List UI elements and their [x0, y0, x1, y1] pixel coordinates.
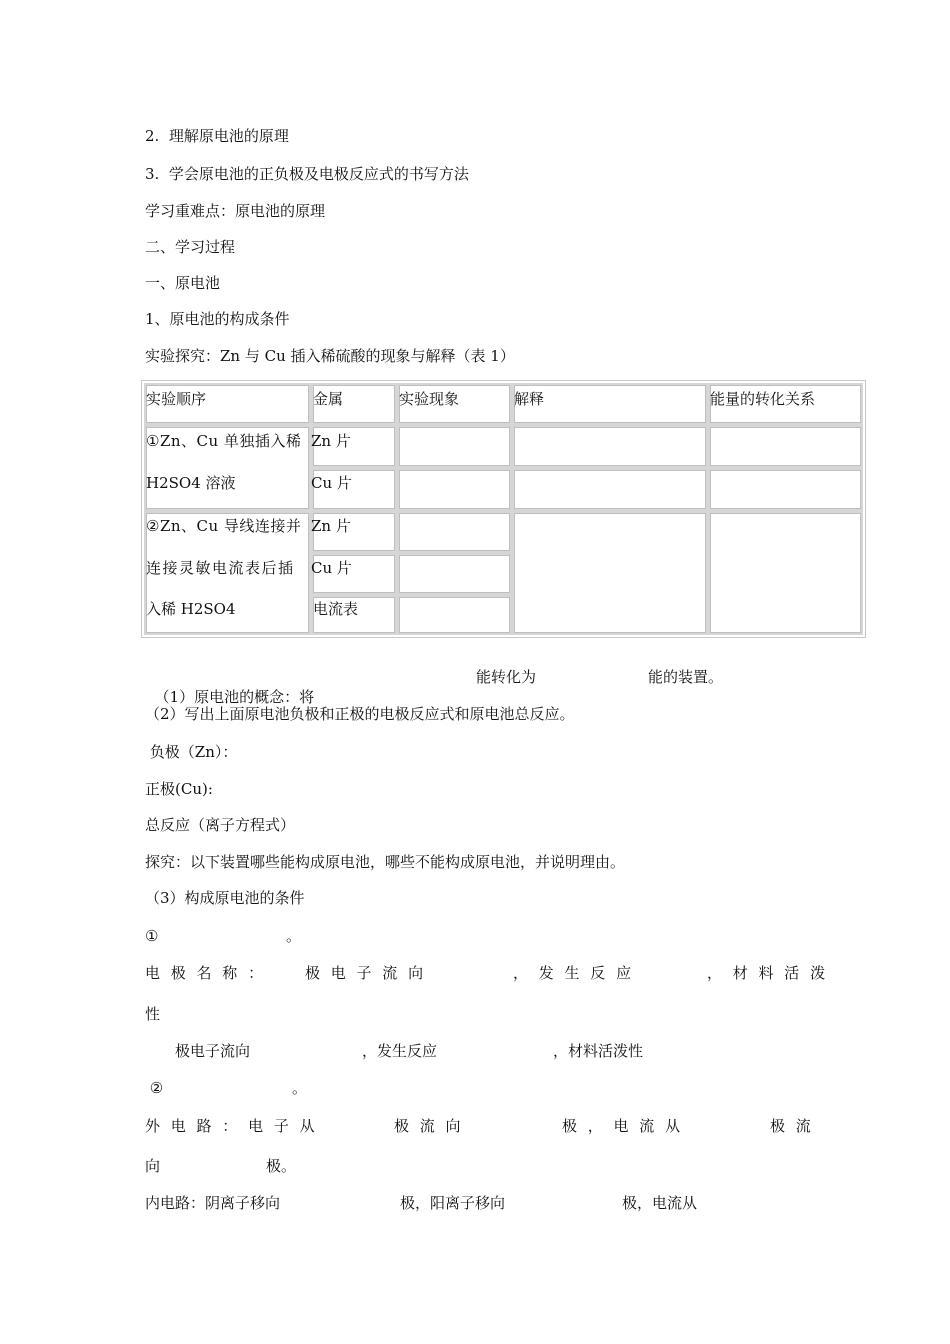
- table-header-phenomenon: 实验现象: [399, 390, 460, 408]
- row2-ammeter: 电流表: [313, 600, 359, 618]
- section-battery: 一、原电池: [145, 274, 221, 292]
- external-circuit-direction: 向: [145, 1157, 161, 1175]
- electrode2-activity: ，材料活泼性: [553, 1042, 644, 1060]
- negative-electrode: 负极（Zn）：: [145, 743, 238, 761]
- electrode2-reaction: ，发生反应: [362, 1042, 438, 1060]
- electrode-activity-end: 性: [145, 1005, 161, 1023]
- question-3: （3）构成原电池的条件: [145, 889, 305, 907]
- positive-electrode: 正极(Cu):: [145, 780, 213, 798]
- external-circuit-current: 极 ， 电 流 从: [562, 1117, 684, 1135]
- internal-circuit-label: 内电路：阴离子移向: [145, 1194, 281, 1212]
- external-circuit-end: 极。: [266, 1157, 297, 1175]
- electrode-flow: 极 电 子 流 向: [305, 964, 427, 982]
- concept-line: [145, 667, 314, 707]
- explore-prompt: 探究：以下装置哪些能构成原电池，哪些不能构成原电池，并说明理由。: [145, 853, 626, 871]
- external-circuit-to: 极 流 向: [394, 1117, 464, 1135]
- section-process: 二、学习过程: [145, 238, 236, 256]
- condition-1-end: 。: [286, 927, 302, 945]
- table-header-order: 实验顺序: [146, 390, 207, 408]
- table-header-explanation: 解释: [514, 390, 545, 408]
- row1-label: ①Zn、Cu 单独插入稀: [146, 432, 302, 450]
- electrode-activity: ， 材 料 活 泼: [707, 964, 829, 982]
- objective-2: 2. 理解原电池的原理: [145, 127, 289, 145]
- row2-metal-zn: Zn 片: [311, 517, 351, 535]
- row1-label-cont: H2SO4 溶液: [146, 474, 236, 492]
- experiment-table: [141, 380, 866, 638]
- experiment-title: 实验探究：Zn 与 Cu 插入稀硫酸的现象与解释（表 1）: [145, 347, 515, 365]
- row1-metal-cu: Cu 片: [311, 474, 352, 492]
- key-points: 学习重难点：原电池的原理: [145, 202, 326, 220]
- electrode2-flow: 极电子流向: [175, 1042, 251, 1060]
- electrode-reaction: ， 发 生 反 应: [513, 964, 635, 982]
- internal-circuit-cation: 极，阳离子移向: [400, 1194, 506, 1212]
- row2-label-cont: 连接灵敏电流表后插: [146, 559, 295, 577]
- concept-prefix: （1）原电池的概念：将: [154, 688, 315, 706]
- total-reaction: 总反应（离子方程式）: [145, 816, 296, 834]
- question-2: （2）写出上面原电池负极和正极的电极反应式和原电池总反应。: [145, 705, 575, 723]
- row1-metal-zn: Zn 片: [311, 432, 351, 450]
- electrode-name-label: 电 极 名 称 ：: [145, 964, 267, 982]
- concept-mid: 能转化为: [476, 668, 537, 686]
- row2-metal-cu: Cu 片: [311, 559, 352, 577]
- condition-2-marker: ②: [145, 1079, 164, 1097]
- table-header-energy: 能量的转化关系: [710, 390, 816, 408]
- internal-circuit-current: 极，电流从: [622, 1194, 698, 1212]
- external-circuit-flow: 极 流: [770, 1117, 814, 1135]
- objective-3: 3. 学会原电池的正负极及电极反应式的书写方法: [145, 165, 469, 183]
- section-conditions: 1、原电池的构成条件: [145, 310, 290, 328]
- row2-label: ②Zn、Cu 导线连接并: [146, 517, 302, 535]
- condition-1-marker: ①: [145, 927, 159, 945]
- condition-2-end: 。: [292, 1079, 308, 1097]
- table-header-metal: 金属: [313, 390, 344, 408]
- row2-label-end: 入稀 H2SO4: [146, 600, 236, 618]
- external-circuit-label: 外 电 路 ： 电 子 从: [145, 1117, 318, 1135]
- concept-end: 能的装置。: [648, 668, 724, 686]
